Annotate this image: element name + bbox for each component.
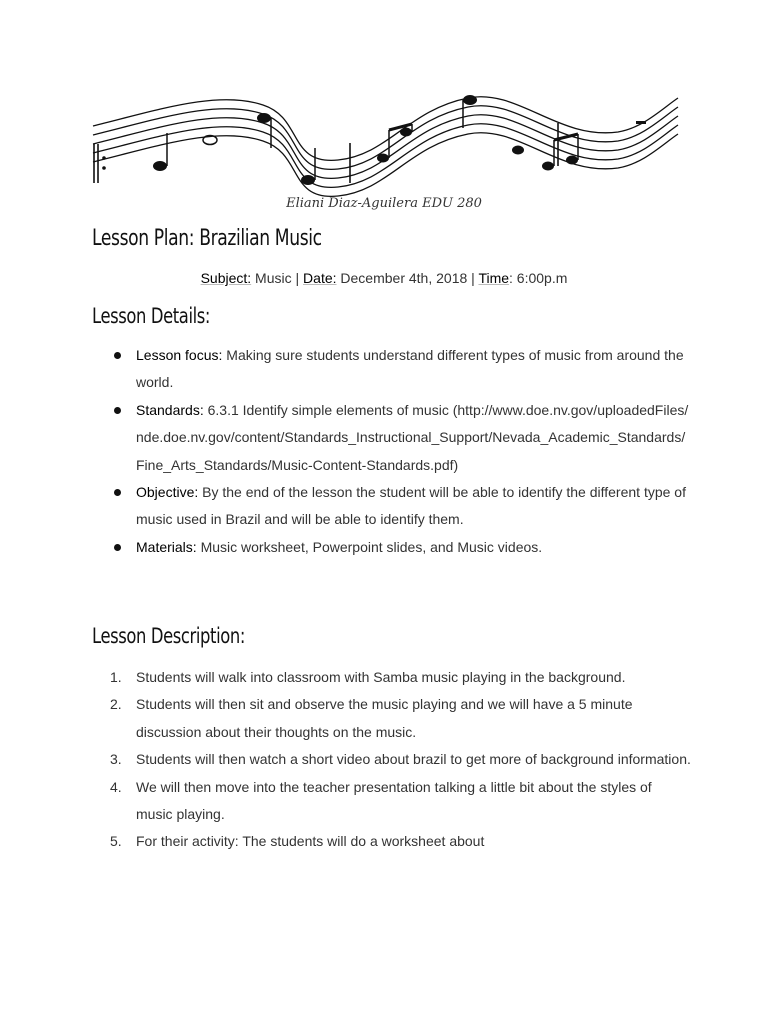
list-item [92,746,692,773]
list-item [92,691,692,746]
step-number: 4. [110,778,122,795]
lesson-description-heading: Lesson Description: [92,624,246,648]
step-text: Students will then sit and observe the music playing and we will have a 5 minute discussion about their thoughts on the music. [136,696,633,740]
date-value: December 4th, 2018 | [336,270,479,286]
item-label: Lesson focus: [136,347,223,363]
lesson-steps-list [92,664,692,856]
lesson-details-heading: Lesson Details: [92,304,211,328]
list-item [92,534,692,561]
step-text: For their activity: The students will do a worksheet about [136,833,485,850]
step-number: 5. [110,833,122,850]
item-label: Standards: [136,401,204,418]
list-item [92,828,692,855]
item-text: 6.3.1 Identify simple elements of music (http://www.doe.nv.gov/uploadedFiles/nde.doe.nv.gov/content/Standards_Instructional_Support/Nevada_Academic_Standards/Fine_Arts_Standards/Music-Content-Standards.pdf) [136,401,689,473]
list-item [92,479,692,534]
list-item [92,664,692,691]
author-line: Eliani Diaz-Aguilera EDU 280 [286,196,482,211]
music-staff-illustration [88,88,680,198]
step-number: 3. [110,751,122,768]
item-label: Objective: [136,484,199,501]
list-item [92,397,692,479]
step-number: 1. [110,669,122,685]
step-number: 2. [110,696,122,713]
step-text: Students will then watch a short video about brazil to get more of background information. [136,751,691,768]
time-label: Time [478,270,510,286]
subject-value: Music | [251,270,304,286]
item-text: Making sure students understand different types of music from around the world. [136,347,684,391]
item-text: By the end of the lesson the student will be able to identify the different type of music used in Brazil and will be able to identify them. [136,484,686,528]
date-label: Date: [303,270,337,286]
item-label: Materials: [136,538,197,555]
time-value: : 6:00p.m [509,270,568,286]
step-text: Students will walk into classroom with Samba music playing in the background. [136,669,626,685]
lesson-details-list [92,342,692,561]
list-item [92,342,692,397]
step-text: We will then move into the teacher presentation talking a little bit about the styles of music playing. [136,778,652,823]
page-title: Lesson Plan: Brazilian Music [92,226,322,251]
list-item [92,774,692,829]
subject-label: Subject: [200,270,252,286]
item-text: Music worksheet, Powerpoint slides, and Music videos. [196,538,543,555]
lesson-meta [0,270,768,286]
